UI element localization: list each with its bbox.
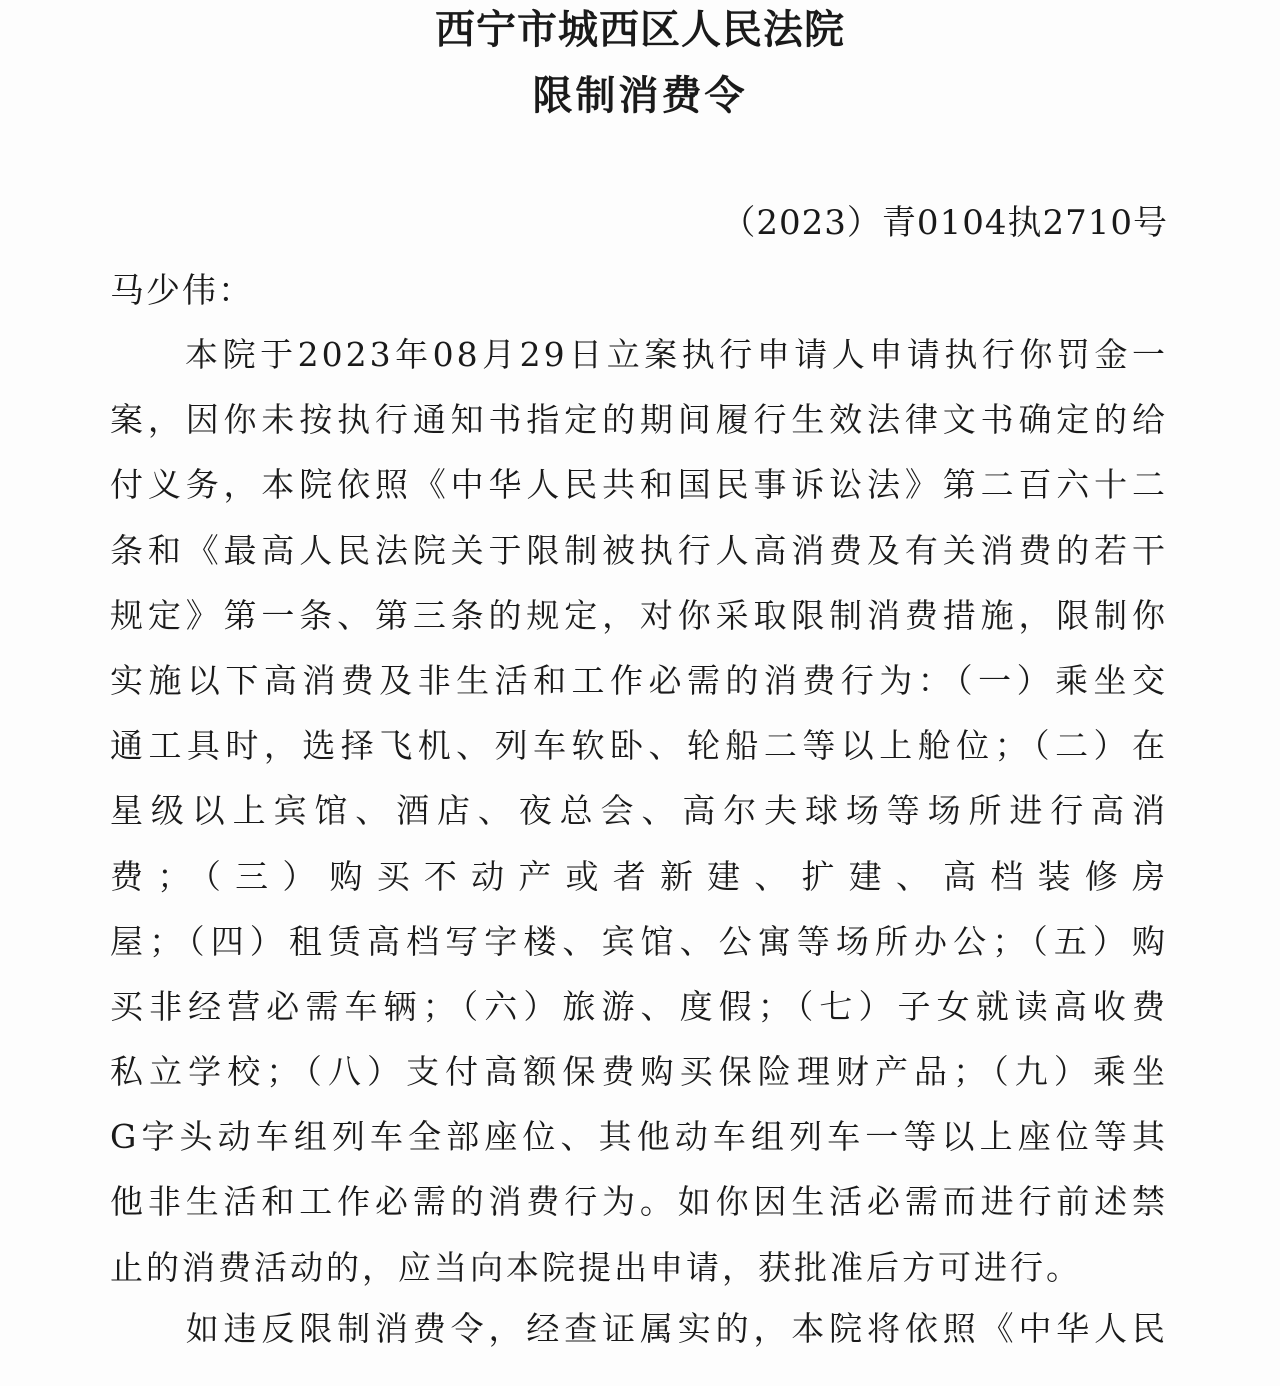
case-number: （2023）青0104执2710号 [721, 203, 1168, 243]
body-paragraph-1 [110, 322, 1168, 1300]
text-line: 如违反限制消费令，经查证属实的，本院将依照《中华人民 [110, 1309, 1168, 1348]
text-line: 私立学校；（八）支付高额保费购买保险理财产品；（九）乘坐 [110, 1052, 1168, 1092]
text-line: G字头动车组列车全部座位、其他动车组列车一等以上座位等其 [110, 1117, 1168, 1157]
text-line: 止的消费活动的，应当向本院提出申请，获批准后方可进行。 [110, 1247, 1082, 1287]
body-paragraph-2 [110, 1296, 1168, 1361]
text-line: 星级以上宾馆、酒店、夜总会、高尔夫球场等场所进行高消 [110, 791, 1168, 831]
text-line: 买非经营必需车辆；（六）旅游、度假；（七）子女就读高收费 [110, 986, 1168, 1026]
text-line: 本院于2023年08月29日立案执行申请人申请执行你罚金一 [110, 335, 1168, 374]
text-line: 屋；（四）租赁高档写字楼、宾馆、公寓等场所办公；（五）购 [110, 921, 1168, 961]
text-line: 他非生活和工作必需的消费行为。如你因生活必需而进行前述禁 [110, 1182, 1168, 1222]
text-line: 费；（三）购买不动产或者新建、扩建、高档装修房 [110, 856, 1168, 896]
court-name: 西宁市城西区人民法院 [435, 6, 845, 53]
text-line: 规定》第一条、第三条的规定，对你采取限制消费措施，限制你 [110, 595, 1168, 635]
addressee: 马少伟： [110, 271, 254, 311]
text-line: 条和《最高人民法院关于限制被执行人高消费及有关消费的若干 [110, 530, 1168, 570]
text-line: 通工具时，选择飞机、列车软卧、轮船二等以上舱位；（二）在 [110, 726, 1168, 766]
text-line: 案，因你未按执行通知书指定的期间履行生效法律文书确定的给 [110, 400, 1168, 440]
document-title: 限制消费令 [532, 72, 748, 119]
text-line: 实施以下高消费及非生活和工作必需的消费行为：（一）乘坐交 [110, 660, 1168, 700]
text-line: 付义务，本院依照《中华人民共和国民事诉讼法》第二百六十二 [110, 465, 1168, 505]
